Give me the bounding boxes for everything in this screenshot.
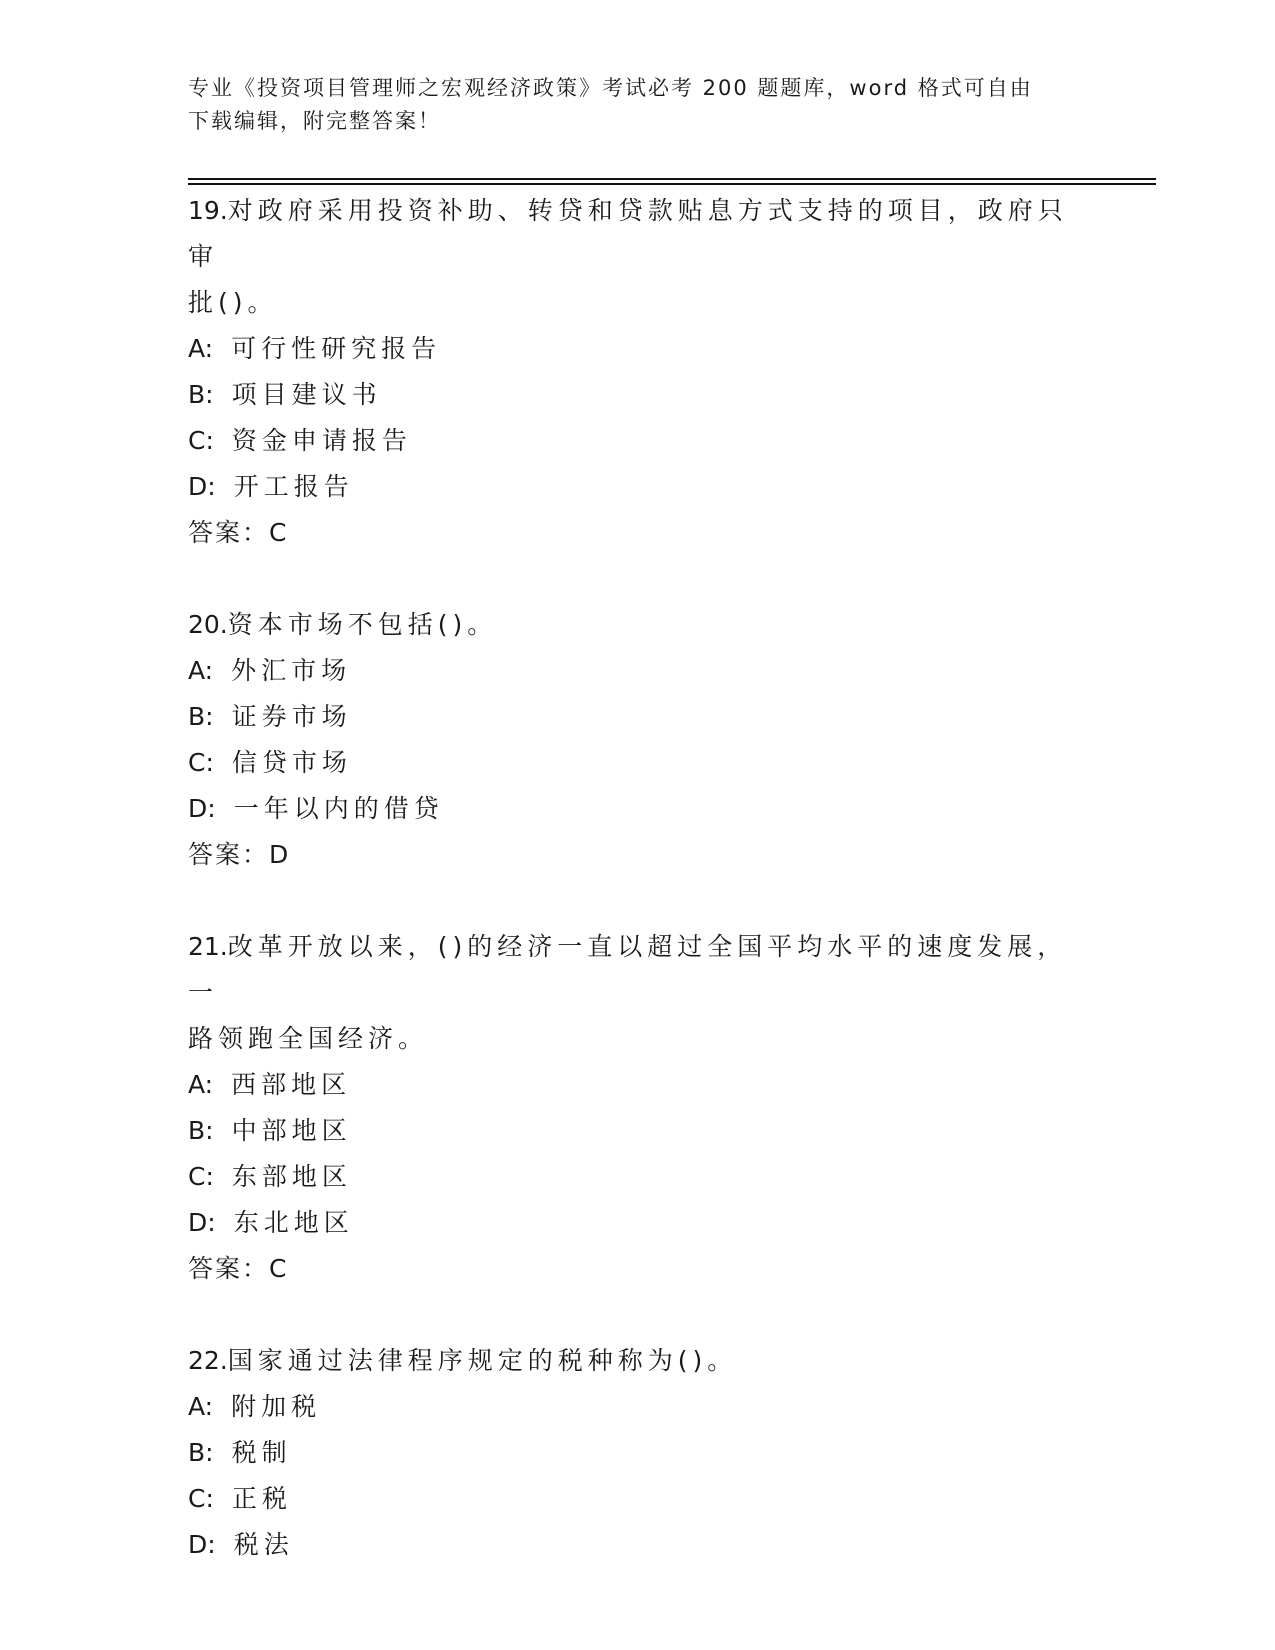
option-a bbox=[188, 1384, 1088, 1430]
question-stem-line-2: 路领跑全国经济。 bbox=[188, 1024, 429, 1053]
option-text: 税法 bbox=[233, 1530, 294, 1559]
option-text: 信贷市场 bbox=[231, 748, 352, 777]
option-c bbox=[188, 1476, 1088, 1522]
option-text: 外汇市场 bbox=[231, 656, 352, 685]
answer-line bbox=[188, 832, 1088, 878]
answer-label: 答案： bbox=[188, 1254, 270, 1283]
option-text: 证券市场 bbox=[231, 702, 352, 731]
option-key: A: bbox=[188, 1392, 214, 1421]
question-stem bbox=[188, 924, 1088, 1016]
answer-line bbox=[188, 1246, 1088, 1292]
option-key: D: bbox=[188, 794, 216, 823]
answer-line bbox=[188, 510, 1088, 556]
option-key: D: bbox=[188, 1208, 216, 1237]
header-line-2: 下载编辑，附完整答案！ bbox=[188, 109, 441, 133]
option-text: 税制 bbox=[231, 1438, 292, 1467]
option-text: 开工报告 bbox=[233, 472, 354, 501]
option-b bbox=[188, 1430, 1088, 1476]
option-key: B: bbox=[188, 1438, 214, 1467]
option-key: B: bbox=[188, 1116, 214, 1145]
option-key: C: bbox=[188, 748, 214, 777]
option-text: 项目建议书 bbox=[231, 380, 382, 409]
option-text: 附加税 bbox=[231, 1392, 322, 1421]
answer-label: 答案： bbox=[188, 518, 270, 547]
option-b bbox=[188, 1108, 1088, 1154]
question-stem-line-2: 批()。 bbox=[188, 288, 278, 317]
option-key: B: bbox=[188, 702, 214, 731]
option-a bbox=[188, 1062, 1088, 1108]
question-stem-line-1: 对政府采用投资补助、转贷和贷款贴息方式支持的项目，政府只审 bbox=[188, 196, 1068, 271]
answer-value: C bbox=[269, 1254, 287, 1283]
option-text: 资金申请报告 bbox=[231, 426, 412, 455]
question-21 bbox=[188, 924, 1088, 1292]
option-key: A: bbox=[188, 656, 214, 685]
option-key: D: bbox=[188, 1530, 216, 1559]
question-stem bbox=[188, 602, 1088, 648]
answer-label: 答案： bbox=[188, 840, 270, 869]
option-c bbox=[188, 418, 1088, 464]
question-stem-line-1: 资本市场不包括()。 bbox=[227, 610, 498, 639]
option-key: C: bbox=[188, 1162, 214, 1191]
question-stem-line-1: 国家通过法律程序规定的税种称为()。 bbox=[227, 1346, 738, 1375]
document-header bbox=[188, 72, 1068, 138]
option-d bbox=[188, 1522, 1088, 1568]
question-stem bbox=[188, 1338, 1088, 1384]
option-c bbox=[188, 740, 1088, 786]
question-number: 21. bbox=[188, 932, 228, 961]
question-22 bbox=[188, 1338, 1088, 1568]
answer-value: D bbox=[269, 840, 289, 869]
header-line-1: 专业《投资项目管理师之宏观经济政策》考试必考 200 题题库，word 格式可自由 bbox=[188, 76, 1033, 100]
option-text: 东部地区 bbox=[231, 1162, 352, 1191]
option-text: 一年以内的借贷 bbox=[233, 794, 444, 823]
question-number: 19. bbox=[188, 196, 228, 225]
option-c bbox=[188, 1154, 1088, 1200]
header-divider-top bbox=[188, 178, 1156, 180]
option-key: C: bbox=[188, 426, 214, 455]
question-19 bbox=[188, 188, 1088, 556]
option-text: 东北地区 bbox=[233, 1208, 354, 1237]
option-text: 正税 bbox=[231, 1484, 292, 1513]
question-number: 22. bbox=[188, 1346, 228, 1375]
question-stem bbox=[188, 188, 1088, 280]
option-b bbox=[188, 694, 1088, 740]
option-b bbox=[188, 372, 1088, 418]
question-number: 20. bbox=[188, 610, 228, 639]
option-key: A: bbox=[188, 1070, 214, 1099]
answer-value: C bbox=[269, 518, 287, 547]
question-stem-line-1: 改革开放以来，()的经济一直以超过全国平均水平的速度发展，一 bbox=[188, 932, 1068, 1007]
option-text: 可行性研究报告 bbox=[231, 334, 442, 363]
option-a bbox=[188, 326, 1088, 372]
option-key: A: bbox=[188, 334, 214, 363]
question-list bbox=[188, 188, 1088, 1614]
option-a bbox=[188, 648, 1088, 694]
question-20 bbox=[188, 602, 1088, 878]
option-text: 中部地区 bbox=[231, 1116, 352, 1145]
option-d bbox=[188, 1200, 1088, 1246]
option-d bbox=[188, 464, 1088, 510]
option-d bbox=[188, 786, 1088, 832]
header-divider-bottom bbox=[188, 183, 1156, 185]
option-key: D: bbox=[188, 472, 216, 501]
option-key: B: bbox=[188, 380, 214, 409]
option-text: 西部地区 bbox=[231, 1070, 352, 1099]
option-key: C: bbox=[188, 1484, 214, 1513]
